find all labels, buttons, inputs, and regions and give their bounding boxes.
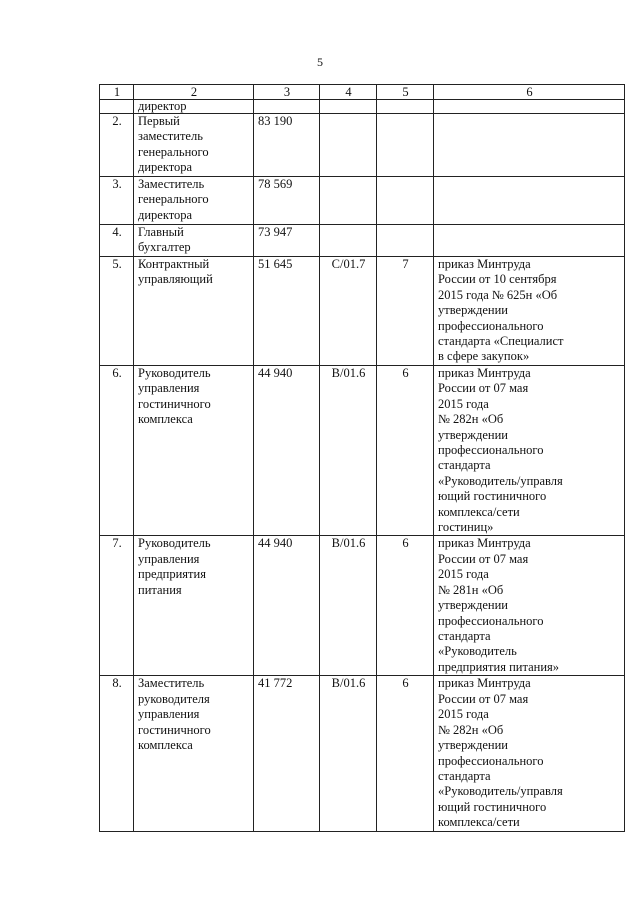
position-name: Главный бухгалтер — [134, 225, 254, 257]
salary-value: 44 940 — [254, 366, 320, 536]
qualification-level: 7 — [377, 257, 434, 366]
table-row — [100, 257, 625, 366]
function-code: С/01.7 — [320, 257, 377, 366]
salary-value: 73 947 — [254, 225, 320, 257]
position-name: Руководитель управления предприятия питания — [134, 536, 254, 676]
position-name: Руководитель управления гостиничного комплекса — [134, 366, 254, 536]
table-row — [100, 225, 625, 257]
qualification-level — [377, 100, 434, 114]
row-number: 2. — [100, 114, 134, 177]
qualification-level: 6 — [377, 676, 434, 831]
table-header-row — [100, 85, 625, 100]
qualification-level: 6 — [377, 366, 434, 536]
legal-basis — [434, 177, 625, 225]
function-code — [320, 114, 377, 177]
legal-basis: приказ Минтруда России от 10 сентября 2015 года № 625н «Об утверждении профессионального стандарта «Специалист в сфере закупок» — [434, 257, 625, 366]
row-number: 6. — [100, 366, 134, 536]
legal-basis — [434, 114, 625, 177]
qualification-level — [377, 225, 434, 257]
qualification-level: 6 — [377, 536, 434, 676]
legal-basis — [434, 225, 625, 257]
salary-value: 44 940 — [254, 536, 320, 676]
salary-value: 78 569 — [254, 177, 320, 225]
column-header-5: 5 — [377, 85, 434, 100]
position-name: директор — [134, 100, 254, 114]
row-number: 3. — [100, 177, 134, 225]
table-row — [100, 114, 625, 177]
position-name: Заместитель генерального директора — [134, 177, 254, 225]
column-header-2: 2 — [134, 85, 254, 100]
row-number — [100, 100, 134, 114]
table-row — [100, 100, 625, 114]
function-code: B/01.6 — [320, 366, 377, 536]
position-name: Заместитель руководителя управления гостиничного комплекса — [134, 676, 254, 831]
row-number: 7. — [100, 536, 134, 676]
table-row — [100, 536, 625, 676]
qualification-level — [377, 177, 434, 225]
column-header-3: 3 — [254, 85, 320, 100]
column-header-1: 1 — [100, 85, 134, 100]
function-code: B/01.6 — [320, 536, 377, 676]
salary-value: 41 772 — [254, 676, 320, 831]
column-header-6: 6 — [434, 85, 625, 100]
function-code — [320, 177, 377, 225]
function-code — [320, 225, 377, 257]
function-code — [320, 100, 377, 114]
qualification-level — [377, 114, 434, 177]
staff-table — [99, 84, 625, 832]
column-header-4: 4 — [320, 85, 377, 100]
position-name: Контрактный управляющий — [134, 257, 254, 366]
legal-basis: приказ Минтруда России от 07 мая 2015 года № 282н «Об утверждении профессионального стандарта «Руководитель/управля ющий гостиничного комплекса/сети гостиниц» — [434, 366, 625, 536]
legal-basis — [434, 100, 625, 114]
salary-value: 51 645 — [254, 257, 320, 366]
legal-basis: приказ Минтруда России от 07 мая 2015 года № 281н «Об утверждении профессионального стандарта «Руководитель предприятия питания» — [434, 536, 625, 676]
row-number: 8. — [100, 676, 134, 831]
function-code: B/01.6 — [320, 676, 377, 831]
table-row — [100, 676, 625, 831]
table-row — [100, 366, 625, 536]
salary-value — [254, 100, 320, 114]
row-number: 5. — [100, 257, 134, 366]
table-row — [100, 177, 625, 225]
legal-basis: приказ Минтруда России от 07 мая 2015 года № 282н «Об утверждении профессионального стандарта «Руководитель/управля ющий гостиничного комплекса/сети — [434, 676, 625, 831]
page-number: 5 — [317, 55, 323, 69]
position-name: Первый заместитель генерального директора — [134, 114, 254, 177]
row-number: 4. — [100, 225, 134, 257]
salary-value: 83 190 — [254, 114, 320, 177]
